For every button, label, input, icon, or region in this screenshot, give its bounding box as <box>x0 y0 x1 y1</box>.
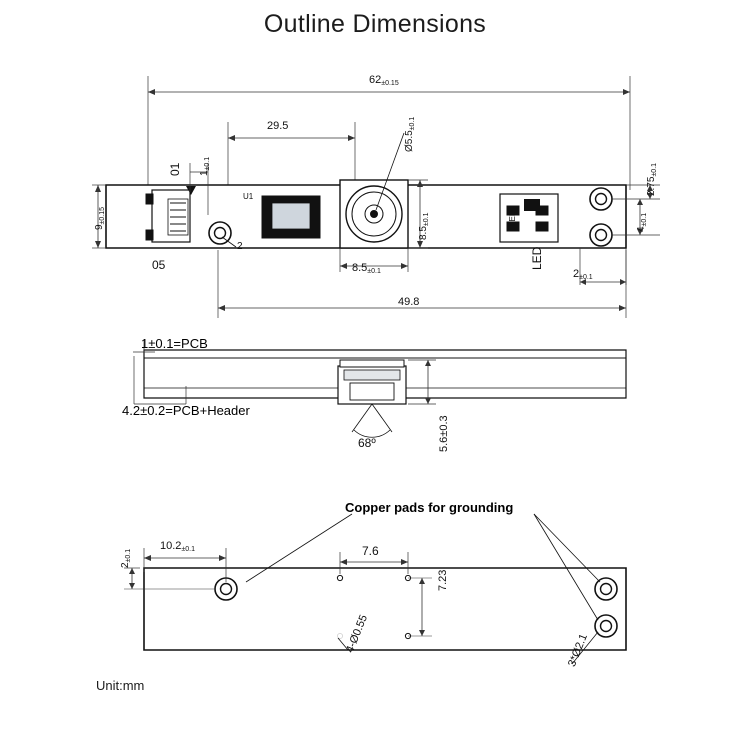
connector-pin-05-label: 05 <box>152 258 166 272</box>
dim-hole-pitch: $4_{\pm 0.1}$ <box>636 212 648 232</box>
note-copper-pads: Copper pads for grounding <box>345 500 514 515</box>
led-marker-label: LED <box>530 246 544 270</box>
connector-pin-01-label: 01 <box>168 162 182 176</box>
dim-pad-top-offset: $2_{\pm 0.1}$ <box>120 548 132 568</box>
dim-pad-span: 49.8 <box>398 296 420 308</box>
dim-lens-block-height: $8.5_{\pm 0.1}$ <box>418 212 430 240</box>
dim-board-height: $9_{\pm 0.15}$ <box>94 206 106 230</box>
dim-hole-dia-small: 2 <box>237 241 243 252</box>
dim-connector-width: $1_{\pm 0.1}$ <box>199 156 211 176</box>
dim-pad-spacing-x: 7.6 <box>362 544 379 558</box>
callout-hole-right: 3*Ø2.1 <box>566 632 590 669</box>
dim-hole-to-hole-length: 29.5 <box>267 120 289 132</box>
dim-edge-to-hole: $2.75_{\pm 0.1}$ <box>646 162 658 196</box>
dim-pad-offset: $2_{\pm 0.1}$ <box>573 268 593 281</box>
dim-fov-angle: 68º <box>358 436 376 450</box>
dim-lens-diameter: $Ø5.5_{\pm 0.1}$ <box>404 116 416 152</box>
dim-pad-spacing-y: 7.23 <box>437 569 449 591</box>
dim-lens-block-width: $8.5_{\pm 0.1}$ <box>352 262 381 275</box>
note-pcb-thickness: 1±0.1=PCB <box>141 336 208 351</box>
dim-lens-height: 5.6±0.3 <box>438 415 450 452</box>
dim-overall-length: $62_{\pm 0.15}$ <box>369 74 399 87</box>
note-pcb-header: 4.2±0.2=PCB+Header <box>122 403 250 418</box>
unit-note: Unit:mm <box>96 678 145 693</box>
callout-hole-left: 4-Ø0.55 <box>344 613 371 655</box>
page-title: Outline Dimensions <box>263 10 487 38</box>
sensor-ref-label: U1 <box>243 192 254 201</box>
led-silk-label: LED <box>508 210 517 226</box>
dim-pad-left-offset: $10.2_{\pm 0.1}$ <box>160 540 195 553</box>
